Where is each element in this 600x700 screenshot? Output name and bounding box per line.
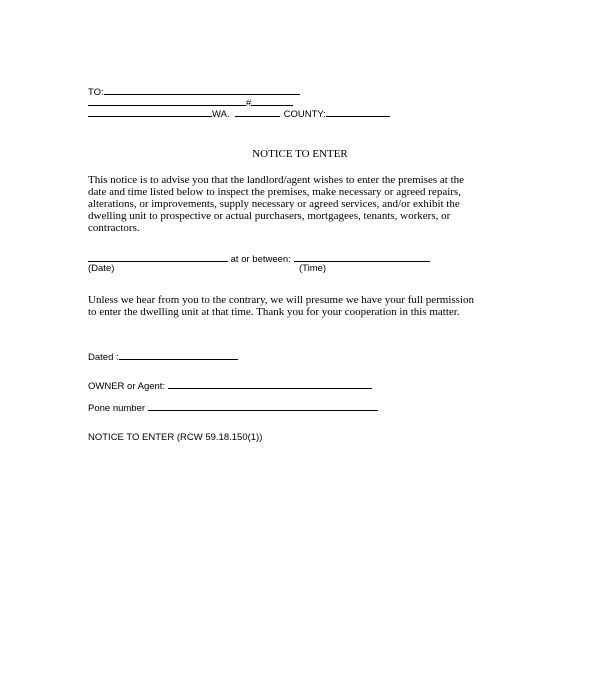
owner-field [88, 379, 372, 392]
document-title: NOTICE TO ENTER [252, 148, 348, 160]
to-label: TO: [88, 87, 104, 98]
permission-paragraph [88, 294, 498, 318]
zip-blank[interactable] [235, 107, 280, 117]
city-blank[interactable] [88, 107, 212, 117]
intro-line: contractors. [88, 222, 140, 234]
intro-line: dwelling unit to prospective or actual purchasers, mortgagees, tenants, workers, or [88, 210, 451, 222]
wa-label: WA. [212, 109, 230, 120]
phone-field [88, 401, 378, 414]
unit-number-blank[interactable] [251, 96, 293, 106]
dated-field [88, 350, 238, 363]
hash-label: # [246, 98, 252, 109]
intro-paragraph [88, 174, 498, 234]
time-blank[interactable] [294, 252, 430, 262]
address-block [88, 85, 390, 118]
date-caption: (Date) [88, 263, 115, 274]
city-row [88, 107, 390, 118]
time-caption: (Time) [299, 263, 327, 274]
phone-label: Pone number [88, 403, 146, 414]
county-blank[interactable] [326, 107, 390, 117]
intro-line: This notice is to advise you that the landlord/agent wishes to enter the premises at the [88, 174, 465, 186]
to-row [88, 85, 390, 96]
county-label: COUNTY: [283, 109, 326, 120]
date-time-row [88, 252, 430, 265]
owner-blank[interactable] [168, 379, 372, 389]
footer-citation: NOTICE TO ENTER (RCW 59.18.150(1)) [88, 432, 263, 443]
between-label: at or between: [230, 254, 291, 265]
permission-line: to enter the dwelling unit at that time. Thank you for your cooperation in this matter. [88, 306, 460, 318]
dated-label: Dated : [88, 352, 119, 363]
street-blank[interactable] [88, 96, 246, 106]
date-blank[interactable] [88, 252, 228, 262]
to-blank[interactable] [104, 85, 300, 95]
unit-row [88, 96, 390, 107]
owner-label: OWNER or Agent: [88, 381, 166, 392]
intro-line: alterations, or improvements, supply necessary or agreed services, and/or exhibit the [88, 198, 460, 210]
phone-blank[interactable] [148, 401, 378, 411]
dated-blank[interactable] [119, 350, 238, 360]
date-time-block [88, 252, 448, 276]
permission-line: Unless we hear from you to the contrary, we will presume we have your full permission [88, 294, 475, 306]
intro-line: date and time listed below to inspect the premises, make necessary or agreed repairs, [88, 186, 461, 198]
